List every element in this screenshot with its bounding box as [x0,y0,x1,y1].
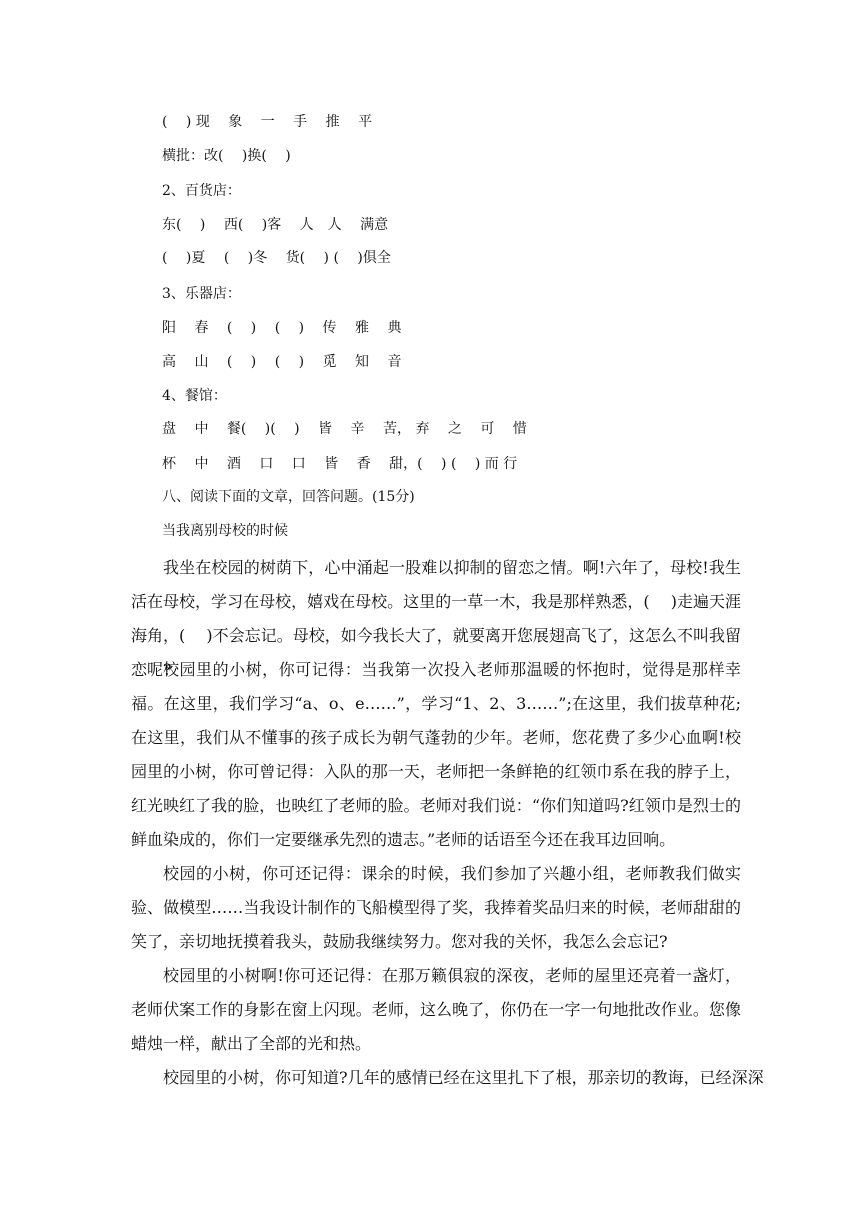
couplet-line-3: ( )夏 ( )冬 货( ) ( )俱全 [162,250,391,266]
section-heading-department-store: 2、百货店： [162,183,241,199]
article-paragraph-5: 校园里的小树，你可知道?几年的感情已经在这里扎下了根，那亲切的教诲，已经深深 [163,1068,764,1087]
section-heading-music-store: 3、乐器店： [162,286,241,302]
couplet-line-1: ( ) 现 象 一 手 推 平 [162,114,373,130]
couplet-line-2: 东( ) 西( )客 人 人 满意 [162,217,389,233]
couplet-line-5: 高 山 ( ) ( ) 觅 知 音 [162,354,402,370]
article-paragraph-1: 我坐在校园的树荫下，心中涌起一股难以抑制的留恋之情。啊!六年了，母校!我生活在母校，学习在母校，嬉戏在母校。这里的一草一木，我是那样熟悉，( )走遍天涯海角，( )不会忘记。母校，如今我长大了，就要离开您展翅高飞了，这怎么不叫我留恋呢? [131,558,741,679]
article-paragraph-4: 校园里的小树啊!你可还记得：在那万籁俱寂的深夜，老师的屋里还亮着一盏灯，老师伏案工作的身影在窗上闪现。老师，这么晚了，你仍在一字一句地批改作业。您像蜡烛一样，献出了全部的光和热。 [131,966,741,1053]
couplet-line-6: 盘 中 餐( )( ) 皆 辛 苦， 弃 之 可 惜 [162,421,527,437]
article-paragraph-2: 校园里的小树，你可记得：当我第一次投入老师那温暖的怀抱时，觉得是那样幸福。在这里，我们学习“a、o、e……”，学习“1、2、3……”;在这里，我们拔草种花;在这里，我们从不懂事的孩子成长为朝气蓬勃的少年。老师，您花费了多少心血啊!校园里的小树，你可曾记得：入队的那一天，老师把一条鲜艳的红领巾系在我的脖子上，红光映红了我的脸，也映红了老师的脸。老师对我们说：“你们知道吗?红领巾是烈士的鲜血染成的，你们一定要继承先烈的遗志。”老师的话语至今还在我耳边回响。 [131,660,741,849]
article-title: 当我离别母校的时候 [162,523,288,539]
section-heading-restaurant: 4、餐馆： [162,388,227,404]
article-paragraph-3: 校园的小树，你可还记得：课余的时候，我们参加了兴趣小组，老师教我们做实验、做模型……当我设计制作的飞船模型得了奖，我捧着奖品归来的时候，老师甜甜的笑了，亲切地抚摸着我头，鼓励我继续努力。您对我的关怀，我怎么会忘记? [131,864,741,951]
couplet-line-4: 阳 春 ( ) ( ) 传 雅 典 [162,320,402,336]
couplet-banner: 横批：改( )换( ) [162,148,291,164]
question-heading: 八、阅读下面的文章，回答问题。(15分) [162,489,415,505]
couplet-line-7: 杯 中 酒 口 口 皆 香 甜，( ) ( ) 而 行 [162,456,518,472]
